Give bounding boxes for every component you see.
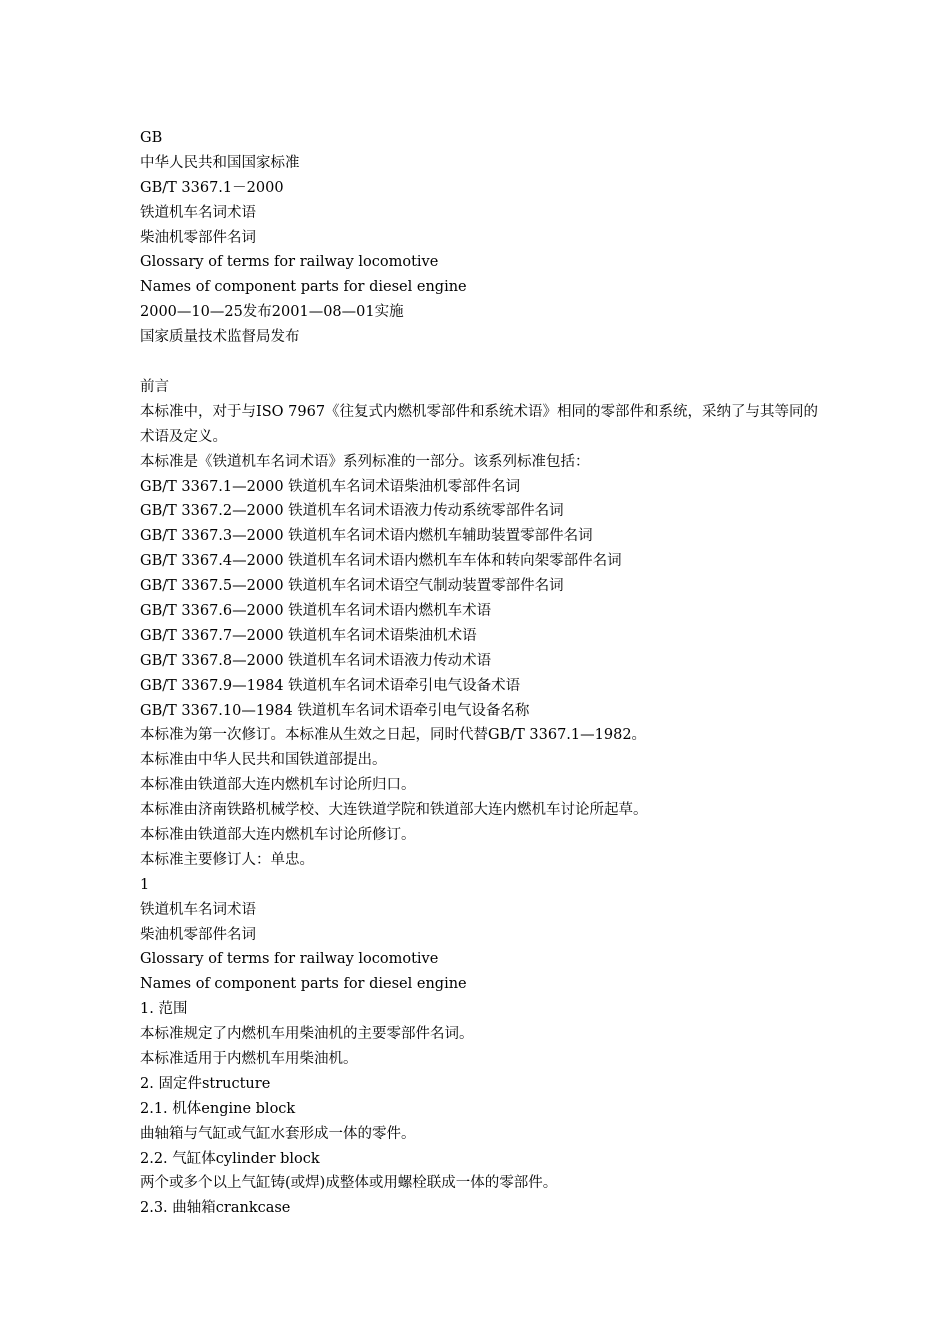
foreword-paragraph: 本标准由济南铁路机械学校、大连铁道学院和铁道部大连内燃机车讨论所起草。 <box>140 802 648 819</box>
series-list-item: GB/T 3367.9—1984 铁道机车名词术语牵引电气设备术语 <box>140 677 521 694</box>
foreword-paragraph: 本标准是《铁道机车名词术语》系列标准的一部分。该系列标准包括： <box>140 453 590 470</box>
series-list-item: GB/T 3367.5—2000 铁道机车名词术语空气制动装置零部件名词 <box>140 578 564 595</box>
series-list-item: GB/T 3367.1—2000 铁道机车名词术语柴油机零部件名词 <box>140 478 521 495</box>
page-number: 1 <box>140 876 150 893</box>
scope-paragraph: 本标准适用于内燃机车用柴油机。 <box>140 1050 358 1067</box>
foreword-paragraph: 本标准由铁道部大连内燃机车讨论所归口。 <box>140 777 416 794</box>
body-title-cn-2: 柴油机零部件名词 <box>140 926 256 943</box>
cover-title-cn-2: 柴油机零部件名词 <box>140 229 256 246</box>
body-title-en-2: Names of component parts for diesel engine <box>140 976 467 993</box>
scope-paragraph: 本标准规定了内燃机车用柴油机的主要零部件名词。 <box>140 1026 474 1043</box>
cover-code: GB <box>140 130 163 146</box>
series-list-item: GB/T 3367.3—2000 铁道机车名词术语内燃机车辅助装置零部件名词 <box>140 528 593 545</box>
section-heading-structure: 2. 固定件structure <box>140 1075 271 1092</box>
foreword-paragraph: 本标准由铁道部大连内燃机车讨论所修订。 <box>140 826 416 843</box>
term-cylinder-block: 2.2. 气缸体cylinder block <box>140 1150 320 1167</box>
series-list-item: GB/T 3367.7—2000 铁道机车名词术语柴油机术语 <box>140 627 477 644</box>
cover-organization: 中华人民共和国国家标准 <box>140 154 300 171</box>
foreword-paragraph: 本标准为第一次修订。本标准从生效之日起，同时代替GB/T 3367.1—1982。 <box>140 727 647 744</box>
series-list-item: GB/T 3367.10—1984 铁道机车名词术语牵引电气设备名称 <box>140 702 530 719</box>
foreword-paragraph: 本标准主要修订人：单忠。 <box>140 851 314 868</box>
cover-dates: 2000—10—25发布2001—08—01实施 <box>140 304 404 321</box>
section-heading-scope: 1. 范围 <box>140 1001 188 1018</box>
foreword-paragraph: 本标准由中华人民共和国铁道部提出。 <box>140 752 387 769</box>
cover-title-en-1: Glossary of terms for railway locomotive <box>140 254 439 271</box>
term-definition: 曲轴箱与气缸或气缸水套形成一体的零件。 <box>140 1125 416 1142</box>
term-definition: 两个或多个以上气缸铸(或焊)成整体或用螺栓联成一体的零部件。 <box>140 1175 558 1192</box>
body-title-en-1: Glossary of terms for railway locomotive <box>140 951 439 968</box>
cover-title-cn-1: 铁道机车名词术语 <box>140 204 256 221</box>
section-spacer <box>140 350 830 375</box>
document-page <box>140 126 830 1221</box>
series-list-item: GB/T 3367.2—2000 铁道机车名词术语液力传动系统零部件名词 <box>140 503 564 520</box>
term-engine-block: 2.1. 机体engine block <box>140 1100 296 1117</box>
foreword-paragraph: 本标准中，对于与ISO 7967《往复式内燃机零部件和系统术语》相同的零部件和系统，采纳了与其等同的术语及定义。 <box>140 403 819 445</box>
series-list-item: GB/T 3367.8—2000 铁道机车名词术语液力传动术语 <box>140 652 492 669</box>
series-list-item: GB/T 3367.6—2000 铁道机车名词术语内燃机车术语 <box>140 602 492 619</box>
body-title-cn-1: 铁道机车名词术语 <box>140 901 256 918</box>
cover-issuer: 国家质量技术监督局发布 <box>140 329 300 346</box>
cover-standard-number: GB/T 3367.1－2000 <box>140 179 284 196</box>
series-list-item: GB/T 3367.4—2000 铁道机车名词术语内燃机车车体和转向架零部件名词 <box>140 553 622 570</box>
term-crankcase: 2.3. 曲轴箱crankcase <box>140 1200 291 1217</box>
foreword-heading: 前言 <box>140 378 169 395</box>
cover-title-en-2: Names of component parts for diesel engine <box>140 279 467 296</box>
